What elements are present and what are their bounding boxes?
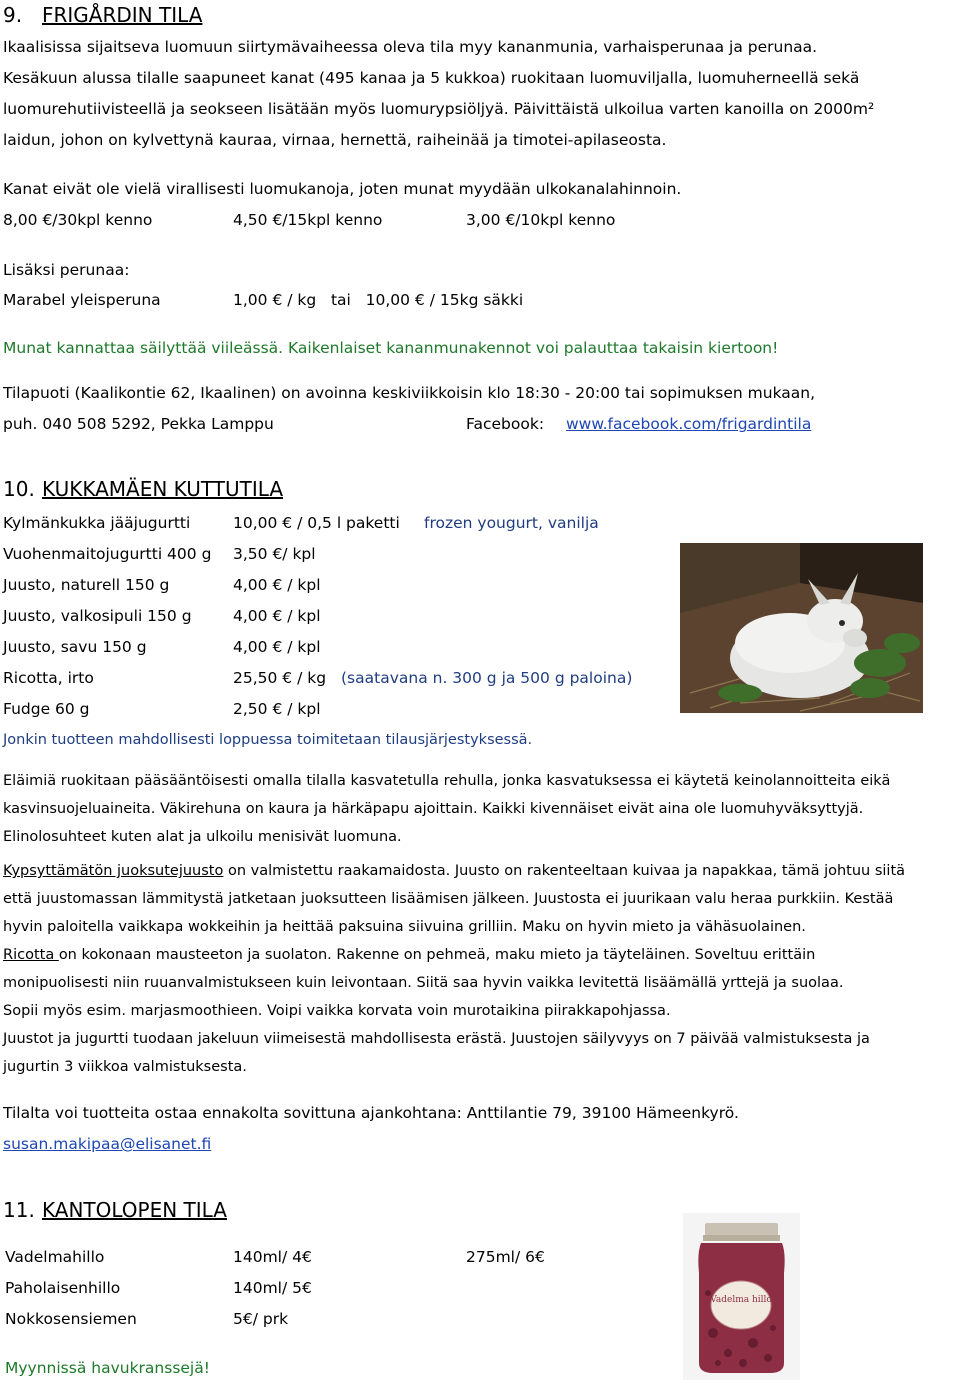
email-link[interactable]: susan.makipaa@elisanet.fi <box>3 1135 212 1153</box>
shelf-life-line: Juustot ja jugurtti tuodaan jakeluun viimeisestä mahdollisesta erästä. Juustojen säilyvyys on 7 päivää valmistuksesta ja <box>3 1031 870 1047</box>
contact-phone: puh. 040 508 5292, Pekka Lamppu <box>3 415 274 433</box>
product-name: Fudge 60 g <box>3 700 90 718</box>
jam-price-small: 140ml/ 4€ <box>233 1248 312 1266</box>
jar-label-text: Vadelma hillo <box>710 1295 772 1305</box>
shelf-life-line: jugurtin 3 viikkoa valmistuksesta. <box>3 1059 247 1075</box>
s9-notice: Kanat eivät ole vielä virallisesti luomukanoja, joten munat myydään ulkokanalahinnoin. <box>3 180 682 198</box>
section-9-title: FRIGÅRDIN TILA <box>42 3 203 27</box>
product-price: 3,50 €/ kpl <box>233 545 316 563</box>
jam-name: Vadelmahillo <box>5 1248 105 1266</box>
product-note: (saatavana n. 300 g ja 500 g paloina) <box>341 669 633 687</box>
product-price: 2,50 € / kpl <box>233 700 321 718</box>
product-name: Nokkosensiemen <box>5 1310 137 1328</box>
jam-price-small: 140ml/ 5€ <box>233 1279 312 1297</box>
product-note: frozen yougurt, vanilja <box>424 514 599 532</box>
product-price: 4,00 € / kpl <box>233 576 321 594</box>
ricotta-description-rest: on kokonaan mausteeton ja suolaton. Rakenne on pehmeä, maku mieto ja täyteläinen. Soveltuu erittäin <box>58 947 816 963</box>
section-11-number: 11. <box>3 1198 35 1222</box>
cheese-description-line: että juustomassan lämmitystä jatketaan juoksutteen lisäämisen jälkeen. Juustosta ei juurikaan valu heraa purkkiin. Kestää <box>3 891 894 907</box>
jam-jar-graphic <box>683 1213 800 1380</box>
egg-price-15: 4,50 €/15kpl kenno <box>233 211 383 229</box>
ricotta-description-line <box>3 945 815 965</box>
product-name: Juusto, valkosipuli 150 g <box>3 607 192 625</box>
cheese-description-line: hyvin paloitella vaikkapa wokkeihin ja heittää paksuina siivuina grilliin. Maku on hyvin mieto ja vähäsuolainen. <box>3 919 806 935</box>
cheese-description-rest: on valmistettu raakamaidosta. Juusto on rakenteeltaan kuivaa ja napakkaa, tämä johtuu siitä <box>223 863 906 879</box>
section-11-title: KANTOLOPEN TILA <box>42 1198 227 1222</box>
potato-name: Marabel yleisperuna <box>3 291 161 309</box>
s10-body-line: kasvinsuojeluaineita. Väkirehuna on kaura ja härkäpapu ajoittain. Kaikki kivennäiset eivät aina ole luomuhyväksyttyjä. <box>3 801 864 817</box>
extra-label: Lisäksi perunaa: <box>3 261 130 279</box>
product-price: 4,00 € / kpl <box>233 607 321 625</box>
ricotta-term: Ricotta <box>3 947 59 963</box>
section-10-number: 10. <box>3 477 35 501</box>
ricotta-description-line: Sopii myös esim. marjasmoothieen. Voipi vaikka korvata voin murotaikina piirakkapohjassa. <box>3 1003 671 1019</box>
s9-paragraph-line: Kesäkuun alussa tilalle saapuneet kanat (495 kanaa ja 5 kukkoa) ruokitaan luomuviljalla, luomuherneellä sekä <box>3 69 860 87</box>
s9-paragraph-line: Ikaalisissa sijaitseva luomuun siirtymävaiheessa oleva tila myy kananmunia, varhaisperunaa ja perunaa. <box>3 38 818 56</box>
order-note: Jonkin tuotteen mahdollisesti loppuessa toimitetaan tilausjärjestyksessä. <box>3 732 533 748</box>
goat-kid-photo <box>680 543 923 713</box>
product-name: Juusto, savu 150 g <box>3 638 147 656</box>
cheese-term: Kypsyttämätön juoksutejuusto <box>3 863 224 879</box>
product-price: 25,50 € / kg <box>233 669 327 687</box>
preorder-address: Tilalta voi tuotteita ostaa ennakolta sovittuna ajankohtana: Anttilantie 79, 39100 Hämeenkyrö. <box>3 1104 739 1122</box>
section-9-number: 9. <box>3 3 23 27</box>
product-name: Juusto, naturell 150 g <box>3 576 170 594</box>
goat-kid-photo-graphic <box>680 543 923 713</box>
product-name: Vuohenmaitojugurtti 400 g <box>3 545 212 563</box>
jam-jar-photo <box>683 1213 800 1380</box>
product-price: 4,00 € / kpl <box>233 638 321 656</box>
ricotta-description-line: monipuolisesti niin ruuanvalmistukseen kuin leivontaan. Siitä saa hyvin vaikka levitettä lisäämällä yrttejä ja suolaa. <box>3 975 844 991</box>
s10-body-line: Eläimiä ruokitaan pääsääntöisesti omalla tilalla kasvatetulla rehulla, jonka kasvatuksessa ei käytetä keinolannoitteita eikä <box>3 773 891 789</box>
product-price: 10,00 € / 0,5 l paketti <box>233 514 400 532</box>
egg-storage-tip: Munat kannattaa säilyttää viileässä. Kaikenlaiset kananmunakennot voi palauttaa takaisin kiertoon! <box>3 339 779 357</box>
facebook-link[interactable]: www.facebook.com/frigardintila <box>566 415 812 433</box>
shop-hours: Tilapuoti (Kaalikontie 62, Ikaalinen) on avoinna keskiviikkoisin klo 18:30 - 20:00 tai sopimuksen mukaan, <box>3 384 816 402</box>
section-10-title: KUKKAMÄEN KUTTUTILA <box>42 477 284 501</box>
product-name: Kylmänkukka jääjugurtti <box>3 514 191 532</box>
egg-price-30: 8,00 €/30kpl kenno <box>3 211 153 229</box>
wreath-sale-note: Myynnissä havukranssejä! <box>5 1359 210 1377</box>
product-price: 5€/ prk <box>233 1310 289 1328</box>
cheese-description-line <box>3 861 905 881</box>
s10-body-line: Elinolosuhteet kuten alat ja ulkoilu menisivät luomuna. <box>3 829 402 845</box>
egg-price-10: 3,00 €/10kpl kenno <box>466 211 616 229</box>
s9-paragraph-line: laidun, johon on kylvettynä kauraa, virnaa, hernettä, raiheinää ja timotei-apilaseosta. <box>3 131 667 149</box>
jam-name: Paholaisenhillo <box>5 1279 121 1297</box>
product-name: Ricotta, irto <box>3 669 94 687</box>
jam-price-large: 275ml/ 6€ <box>466 1248 545 1266</box>
potato-price: 1,00 € / kg tai 10,00 € / 15kg säkki <box>233 291 524 309</box>
facebook-label: Facebook: <box>466 415 545 433</box>
s9-paragraph-line: luomurehutiivisteellä ja seokseen lisätään myös luomurypsiöljyä. Päivittäistä ulkoilua varten kanoilla on 2000m² <box>3 100 875 118</box>
